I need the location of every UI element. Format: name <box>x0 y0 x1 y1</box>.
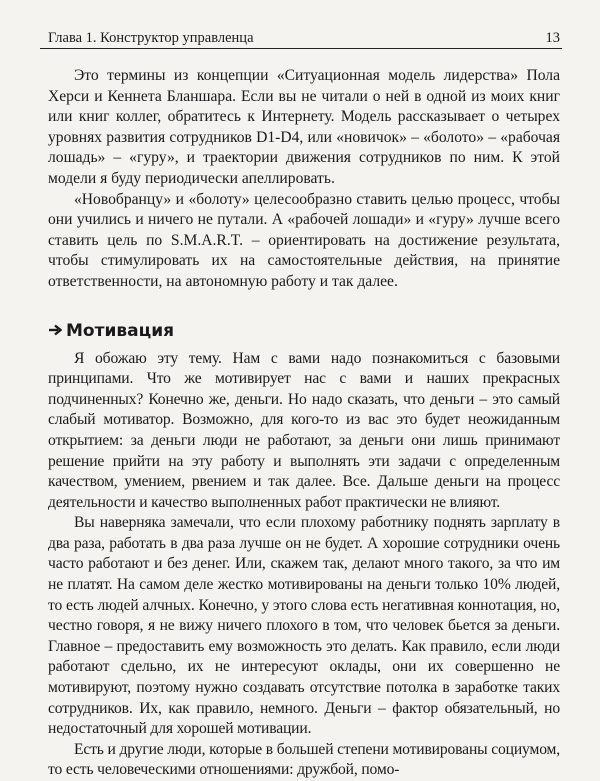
section-heading <box>48 321 560 341</box>
paragraph: «Новобранцу» и «болоту» целесообразно ставить целью процесс, чтобы они учились и ничего не путали. А «рабочей лошади» и «гуру» лучше всего ставить цель по S.M.A.R.T. – ориентировать на достижение результата, чтобы стимулировать их на самостоятельные действия, на принятие ответственности, на автономную работу и так далее. <box>48 190 560 290</box>
page-body <box>48 66 560 781</box>
arrow-right-icon <box>48 321 62 341</box>
paragraph: Есть и другие люди, которые в большей степени мотивированы социумом, то есть человеческими отношениями: дружбой, помо- <box>48 740 561 779</box>
paragraph: Это термины из концепции «Ситуационная модель лидерства» Пола Херси и Кеннета Бланшара. Если вы не читали о ней в одной из моих книг или книг коллег, обратитесь к Интернету. Модель рассказывает о четырех уровнях развития сотрудников D1-D4, или «новичок» – «болото» – «рабочая лошадь» – «гуру», и траектории движения сотрудников по ним. К этой модели я буду периодически апеллировать. <box>48 67 560 187</box>
section-title: Мотивация <box>66 320 175 341</box>
running-header <box>40 26 562 49</box>
paragraph: Вы наверняка замечали, что если плохому работнику поднять зарплату в два раза, работать в два раза лучше он не будет. А хорошие сотрудники очень часто работают и без денег. Или, скажем так, делают много такого, за что им не платят. На самом деле жестко мотивированы на деньги только 10% людей, то есть людей алчных. Конечно, у этого слова есть негативная коннотация, но, честно говоря, я не вижу ничего плохого в том, что человек бьется за деньги. Главное – предоставить ему возможность это делать. Как правило, если люди работают сдельно, их не интересуют оклады, они их совершенно не мотивируют, поэтому нужно создавать отсутствие потолка в заработке таких сотрудников. Их, как правило, немного. Деньги – фактор обязательный, но недостаточный для хорошей мотивации. <box>48 514 560 738</box>
chapter-title: Глава 1. Конструктор управленца <box>48 30 254 46</box>
paragraph: Я обожаю эту тему. Нам с вами надо познакомиться с базовыми принципами. Что же мотивирует нас с вами и наших прекрасных подчиненных? Конечно же, деньги. Но надо сказать, что деньги – это самый слабый мотиватор. Возможно, для кого-то из вас это будет неожиданным открытием: за деньги люди не работают, за деньги они лишь принимают решение прийти на эту работу и выполнять эти задачи с определенным качеством, умением, рвением и так далее. Все. Дальше деньги на процесс деятельности и качество выполненных работ практически не влияют. <box>48 349 560 511</box>
page-number: 13 <box>545 30 560 46</box>
